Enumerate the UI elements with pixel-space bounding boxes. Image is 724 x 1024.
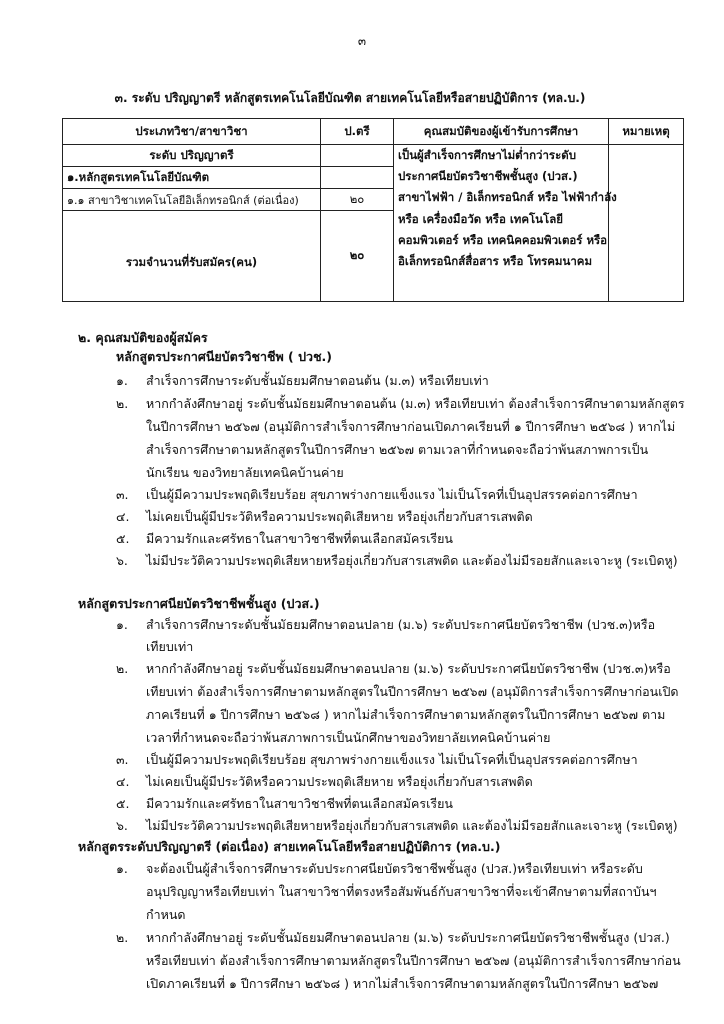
list-item: หากกำลังศึกษาอยู่ ระดับชั้นมัธยมศึกษาตอนปลาย (ม.๖) ระดับประกาศนียบัตรวิชาชีพ (ปวช.๓)หรือ <box>146 661 671 676</box>
program-label: ๑.หลักสูตรเทคโนโลยีบัณฑิต <box>63 167 321 189</box>
qualification-cell <box>394 145 617 302</box>
list-item: มีความรักและศรัทธาในสาขาวิชาชีพที่ตนเลือกสมัครเรียน <box>146 796 453 811</box>
empty-cell <box>321 167 394 189</box>
list-item: สำเร็จการศึกษาตามหลักสูตรในปีการศึกษา ๒๕๖๗ ตามเวลาที่กำหนดจะถือว่าพ้นสภาพการเป็น <box>146 442 649 457</box>
list-item: หากกำลังศึกษาอยู่ ระดับชั้นมัธยมศึกษาตอนปลาย (ม.๖) ระดับประกาศนียบัตรวิชาชีพชั้นสูง (ปวส.) <box>146 930 670 945</box>
qualification-line: หรือ เครื่องมือวัด หรือ เทคโนโลยี <box>398 211 563 226</box>
major-seats: ๒๐ <box>321 189 394 211</box>
list-item-number: ๔. <box>116 509 130 524</box>
list-item-number: ๖. <box>116 553 128 568</box>
list-item: ในปีการศึกษา ๒๕๖๗ (อนุมัติการสำเร็จการศึกษาก่อนเปิดภาคเรียนที่ ๑ ปีการศึกษา ๒๕๖๘ ) หากไม่ <box>146 419 676 434</box>
list-item: ภาคเรียนที่ ๑ ปีการศึกษา ๒๕๖๘ ) หากไม่สำเร็จการศึกษาตามหลักสูตรในปีการศึกษา ๒๕๖๗ ตาม <box>146 707 666 722</box>
list-item-number: ๑. <box>116 373 128 388</box>
list-item: ไม่มีประวัติความประพฤติเสียหายหรือยุ่งเกี่ยวกับสารเสพติด และต้องไม่มีรอยสักและเจาะหู (ระเบิดหู) <box>146 818 678 833</box>
bachelor-title: หลักสูตรระดับปริญญาตรี (ต่อเนื่อง) สายเทคโนโลยีหรือสายปฏิบัติการ (ทล.บ.) <box>78 839 501 854</box>
list-item-number: ๓. <box>116 487 129 502</box>
list-item: จะต้องเป็นผู้สำเร็จการศึกษาระดับประกาศนียบัตรวิชาชีพชั้นสูง (ปวส.)หรือเทียบเท่า หรือระดับ <box>146 861 643 876</box>
header-major: ประเภทวิชา/สาขาวิชา <box>63 119 321 145</box>
list-item: หากกำลังศึกษาอยู่ ระดับชั้นมัธยมศึกษาตอนต้น (ม.๓) หรือเทียบเท่า ต้องสำเร็จการศึกษาตามหลักสูตร <box>146 396 685 411</box>
list-item-number: ๑. <box>116 861 128 876</box>
list-item: เวลาที่กำหนดจะถือว่าพ้นสภาพการเป็นนักศึกษาของวิทยาลัยเทคนิคบ้านค่าย <box>146 730 551 745</box>
header-bachelor: ป.ตรี <box>321 119 394 145</box>
list-item: เปิดภาคเรียนที่ ๑ ปีการศึกษา ๒๕๖๘ ) หากไม่สำเร็จการศึกษาตามหลักสูตรในปีการศึกษา ๒๕๖๗ <box>146 976 659 991</box>
admission-table <box>62 118 684 302</box>
list-item: สำเร็จการศึกษาระดับชั้นมัธยมศึกษาตอนปลาย (ม.๖) ระดับประกาศนียบัตรวิชาชีพ (ปวช.๓)หรือ <box>146 617 656 632</box>
list-item: สำเร็จการศึกษาระดับชั้นมัธยมศึกษาตอนต้น (ม.๓) หรือเทียบเท่า <box>146 373 489 388</box>
empty-cell <box>321 145 394 167</box>
list-item-number: ๒. <box>116 396 129 411</box>
qualification-line: คอมพิวเตอร์ หรือ เทคนิคคอมพิวเตอร์ หรือ <box>398 232 608 247</box>
list-item: อนุปริญญาหรือเทียบเท่า ในสาขาวิชาที่ตรงหรือสัมพันธ์กับสาขาวิชาที่จะเข้าศึกษาตามที่สถาบันฯ <box>146 884 657 899</box>
remark-cell <box>609 145 684 302</box>
header-qualification: คุณสมบัติของผู้เข้ารับการศึกษา <box>394 119 609 145</box>
major-label: ๑.๑ สาขาวิชาเทคโนโลยีอิเล็กทรอนิกส์ (ต่อเนื่อง) <box>63 189 321 211</box>
list-item: เทียบเท่า <box>146 639 194 654</box>
qualification-line: อิเล็กทรอนิกส์สื่อสาร หรือ โทรคมนาคม <box>398 254 593 269</box>
total-label: รวมจำนวนที่รับสมัคร(คน) <box>63 211 321 302</box>
table-header-row <box>63 119 684 145</box>
header-remark: หมายเหตุ <box>609 119 684 145</box>
list-item: ไม่เคยเป็นผู้มีประวัติหรือความประพฤติเสียหาย หรือยุ่งเกี่ยวกับสารเสพติด <box>146 774 533 789</box>
list-item-number: ๒. <box>116 930 129 945</box>
table-row <box>63 145 684 167</box>
page-number: ๓ <box>357 34 367 48</box>
pvc-title: หลักสูตรประกาศนียบัตรวิชาชีพ ( ปวช.) <box>116 349 333 364</box>
list-item: เป็นผู้มีความประพฤติเรียบร้อย สุขภาพร่างกายแข็งแรง ไม่เป็นโรคที่เป็นอุปสรรคต่อการศึกษา <box>146 487 638 502</box>
level-label: ระดับ ปริญญาตรี <box>63 145 321 167</box>
list-item-number: ๑. <box>116 617 128 632</box>
list-item: กำหนด <box>146 907 186 922</box>
qualification-line: เป็นผู้สำเร็จการศึกษาไม่ต่ำกว่าระดับ <box>398 148 576 162</box>
total-seats: ๒๐ <box>321 211 394 302</box>
list-item: นักเรียน ของวิทยาลัยเทคนิคบ้านค่าย <box>146 465 344 480</box>
list-item-number: ๕. <box>116 796 130 811</box>
list-item: ไม่เคยเป็นผู้มีประวัติหรือความประพฤติเสียหาย หรือยุ่งเกี่ยวกับสารเสพติด <box>146 509 533 524</box>
section-3-heading: ๓. ระดับ ปริญญาตรี หลักสูตรเทคโนโลยีบัณฑิต สายเทคโนโลยีหรือสายปฏิบัติการ (ทล.บ.) <box>114 90 586 105</box>
list-item-number: ๕. <box>116 531 130 546</box>
list-item: ไม่มีประวัติความประพฤติเสียหายหรือยุ่งเกี่ยวกับสารเสพติด และต้องไม่มีรอยสักและเจาะหู (ระเบิดหู) <box>146 553 678 568</box>
pvs-title: หลักสูตรประกาศนียบัตรวิชาชีพชั้นสูง (ปวส.) <box>78 596 320 611</box>
list-item-number: ๒. <box>116 661 129 676</box>
list-item: หรือเทียบเท่า ต้องสำเร็จการศึกษาตามหลักสูตรในปีการศึกษา ๒๕๖๗ (อนุมัติการสำเร็จการศึกษาก่อน <box>146 953 681 968</box>
qualification-line: ประกาศนียบัตรวิชาชีพชั้นสูง (ปวส.) <box>398 169 578 184</box>
list-item-number: ๓. <box>116 752 129 767</box>
list-item: เป็นผู้มีความประพฤติเรียบร้อย สุขภาพร่างกายแข็งแรง ไม่เป็นโรคที่เป็นอุปสรรคต่อการศึกษา <box>146 752 638 767</box>
section-2-title: ๒. คุณสมบัติของผู้สมัคร <box>78 330 208 345</box>
list-item-number: ๔. <box>116 774 130 789</box>
list-item: มีความรักและศรัทธาในสาขาวิชาชีพที่ตนเลือกสมัครเรียน <box>146 531 453 546</box>
list-item-number: ๖. <box>116 818 128 833</box>
qualification-line: สาขาไฟฟ้า / อิเล็กทรอนิกส์ หรือ ไฟฟ้ากำลัง <box>398 190 617 205</box>
list-item: เทียบเท่า ต้องสำเร็จการศึกษาตามหลักสูตรในปีการศึกษา ๒๕๖๗ (อนุมัติการสำเร็จการศึกษาก่อนเปิด <box>146 684 679 699</box>
